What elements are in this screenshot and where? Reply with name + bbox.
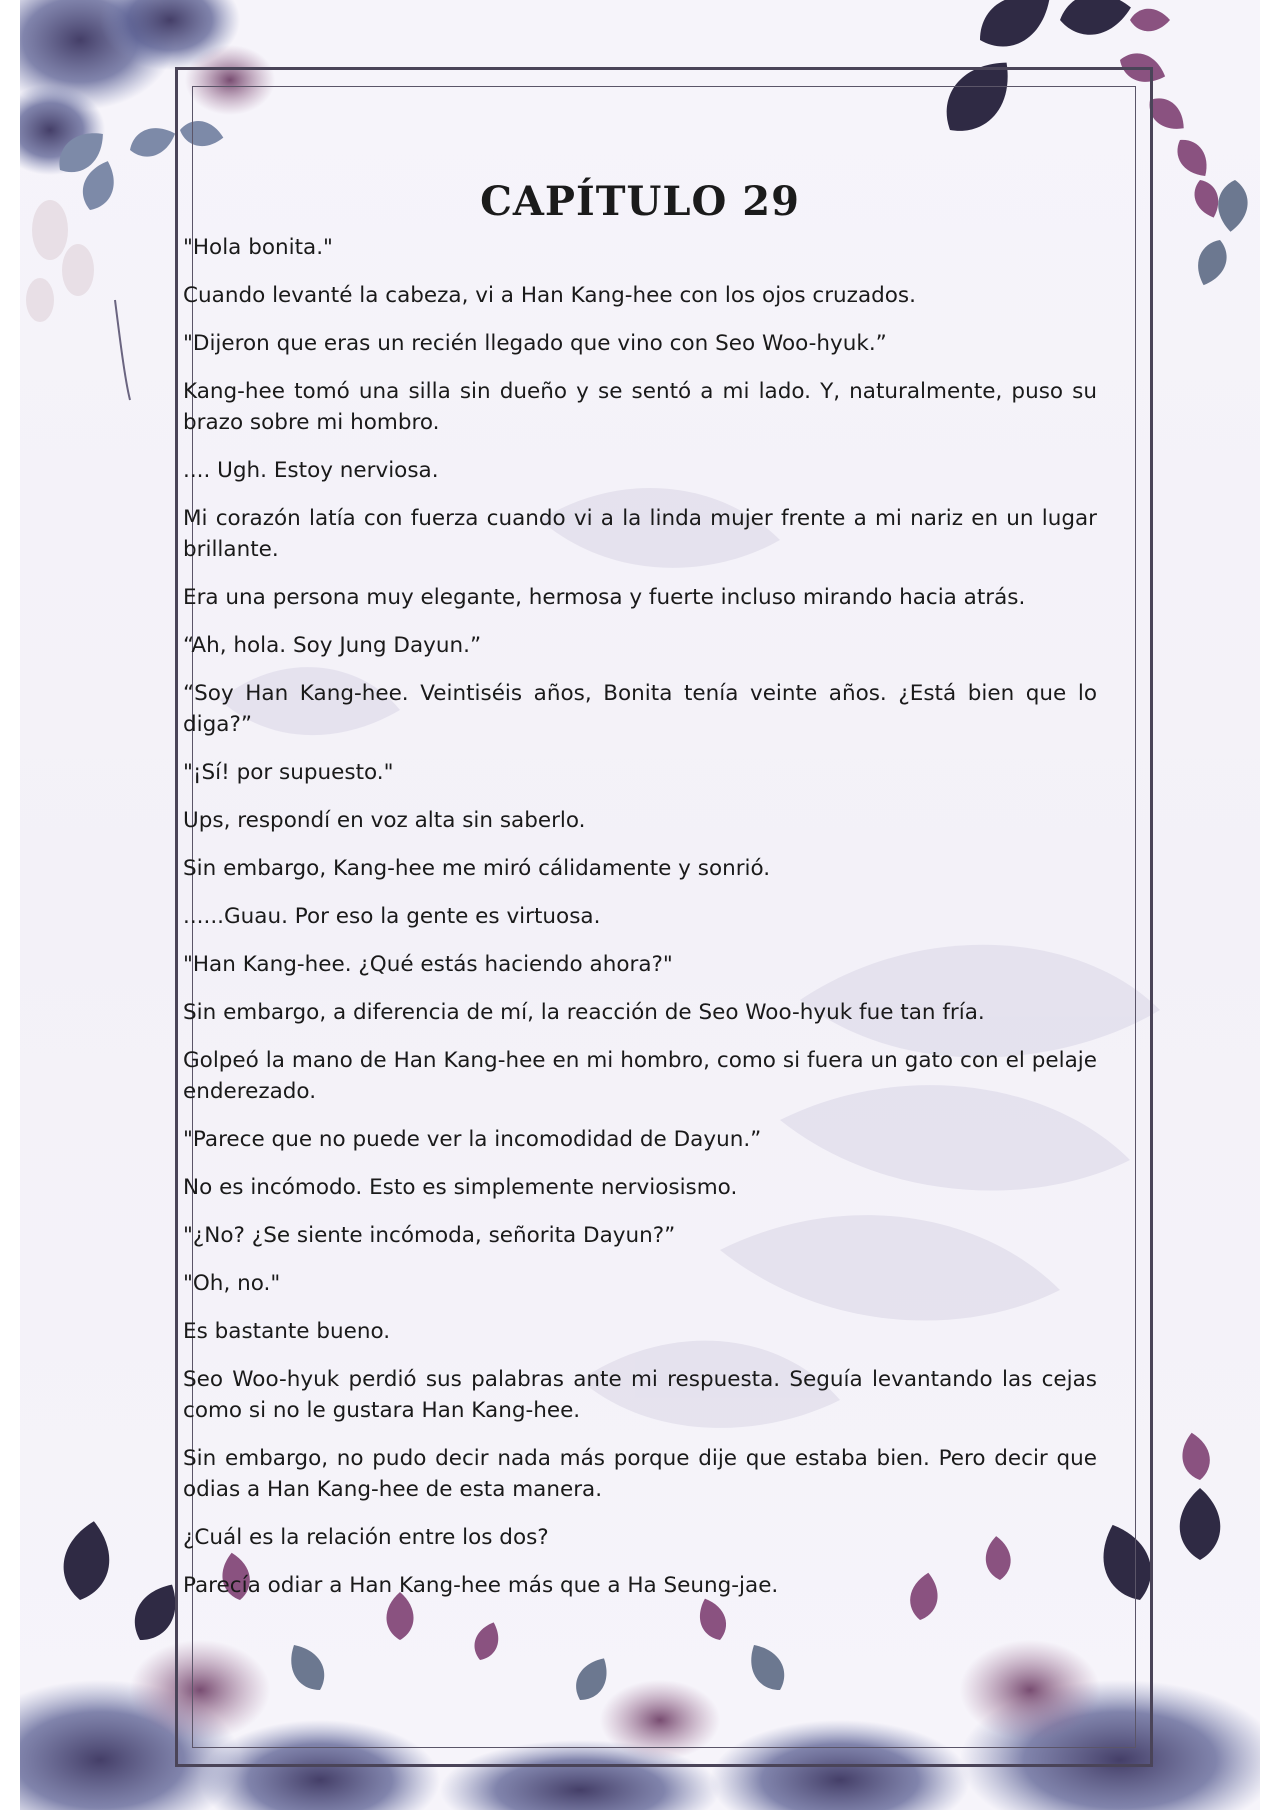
paragraph: Ups, respondí en voz alta sin saberlo. (183, 808, 586, 833)
paragraph: Parecía odiar a Han Kang-hee más que a Ha Seung-jae. (183, 1573, 779, 1598)
paragraph: "Dijeron que eras un recién llegado que vino con Seo Woo-hyuk.” (183, 331, 887, 356)
paragraph: "Oh, no." (183, 1271, 281, 1296)
paragraph: Kang-hee tomó una silla sin dueño y se sentó a mi lado. Y, naturalmente, puso su brazo sobre mi hombro. (183, 379, 1097, 435)
paragraph: Era una persona muy elegante, hermosa y fuerte incluso mirando hacia atrás. (183, 585, 1026, 610)
paragraph: ¿Cuál es la relación entre los dos? (183, 1525, 549, 1550)
chapter-title: CAPÍTULO 29 (480, 178, 800, 225)
paragraph: Es bastante bueno. (183, 1319, 391, 1344)
paragraph: Mi corazón latía con fuerza cuando vi a la linda mujer frente a mi nariz en un lugar brillante. (183, 506, 1097, 562)
paragraph: "Hola bonita." (183, 235, 333, 260)
paragraph: Sin embargo, a diferencia de mí, la reacción de Seo Woo-hyuk fue tan fría. (183, 1000, 985, 1025)
paragraph: "Han Kang-hee. ¿Qué estás haciendo ahora?" (183, 952, 673, 977)
paragraph: "Parece que no puede ver la incomodidad de Dayun.” (183, 1127, 762, 1152)
paragraph: Sin embargo, no pudo decir nada más porque dije que estaba bien. Pero decir que odias a Han Kang-hee de esta manera. (183, 1446, 1097, 1502)
paragraph: Sin embargo, Kang-hee me miró cálidamente y sonrió. (183, 856, 771, 881)
paragraph: "¿No? ¿Se siente incómoda, señorita Dayun?” (183, 1223, 676, 1248)
paragraph: “Soy Han Kang-hee. Veintiséis años, Bonita tenía veinte años. ¿Está bien que lo diga?” (183, 681, 1097, 737)
paragraph: Seo Woo-hyuk perdió sus palabras ante mi respuesta. Seguía levantando las cejas como si no le gustara Han Kang-hee. (183, 1367, 1097, 1423)
paragraph: Golpeó la mano de Han Kang-hee en mi hombro, como si fuera un gato con el pelaje enderezado. (183, 1048, 1097, 1104)
paragraph: ......Guau. Por eso la gente es virtuosa. (183, 904, 601, 929)
paragraph: Cuando levanté la cabeza, vi a Han Kang-hee con los ojos cruzados. (183, 283, 916, 308)
paragraph: "¡Sí! por supuesto." (183, 760, 394, 785)
paragraph: No es incómodo. Esto es simplemente nerviosismo. (183, 1175, 738, 1200)
paragraph: “Ah, hola. Soy Jung Dayun.” (183, 633, 482, 658)
chapter-body (183, 232, 1097, 1618)
paragraph: .... Ugh. Estoy nerviosa. (183, 458, 439, 483)
